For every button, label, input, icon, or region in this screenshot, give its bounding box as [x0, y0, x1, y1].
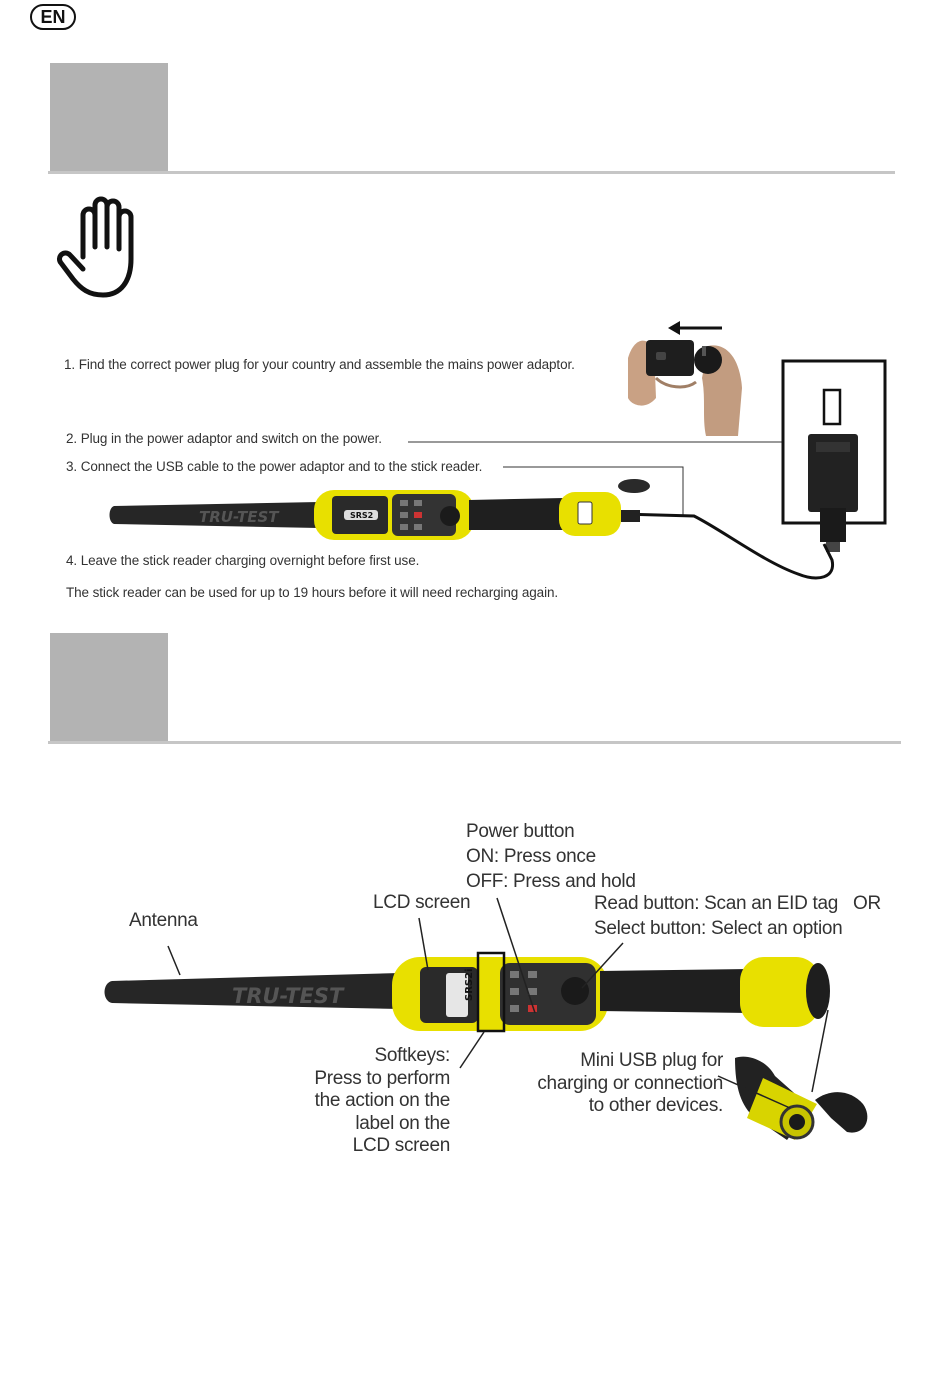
antenna-label: Antenna — [129, 910, 198, 931]
language-badge: EN — [30, 4, 76, 30]
power-line-3: OFF: Press and hold — [466, 871, 636, 892]
step-1: 1. Find the correct power plug for your country and assemble the mains power adaptor. — [64, 357, 575, 372]
step-2: 2. Plug in the power adaptor and switch on the power. — [66, 431, 382, 446]
softkeys-line-4: label on the — [355, 1112, 450, 1134]
step-3: 3. Connect the USB cable to the power adaptor and to the stick reader. — [66, 459, 483, 474]
usb-line-2: charging or connection — [537, 1072, 723, 1094]
power-line-1: Power button — [466, 821, 575, 842]
step-4: 4. Leave the stick reader charging overnight before first use. — [66, 553, 420, 568]
lcd-screen-label: LCD screen — [373, 892, 471, 913]
read-button-label — [594, 891, 881, 941]
usb-plug-label — [520, 1050, 723, 1118]
softkeys-line-5: LCD screen — [352, 1135, 450, 1156]
read-line-2: Select button: Select an option — [594, 918, 843, 939]
softkeys-line-3: the action on the — [314, 1090, 450, 1111]
model-label-small: SRS2 — [350, 511, 374, 520]
model-label-large: SRS2i — [464, 968, 475, 1001]
read-line-1: Read button: Scan an EID tag OR — [594, 893, 881, 914]
softkeys-line-1: Softkeys: — [374, 1045, 450, 1066]
power-button-label — [466, 819, 636, 894]
softkeys-label — [300, 1045, 450, 1158]
power-line-2: ON: Press once — [466, 846, 596, 867]
usb-line-1: Mini USB plug for — [580, 1050, 723, 1071]
brand-logo-large: TRU-TEST — [232, 984, 344, 1008]
battery-note: The stick reader can be used for up to 19 hours before it will need recharging again. — [66, 585, 559, 600]
softkeys-line-2: Press to perform — [314, 1067, 450, 1089]
brand-logo-small: TRU-TEST — [199, 508, 279, 526]
usb-line-3: to other devices. — [588, 1095, 723, 1116]
